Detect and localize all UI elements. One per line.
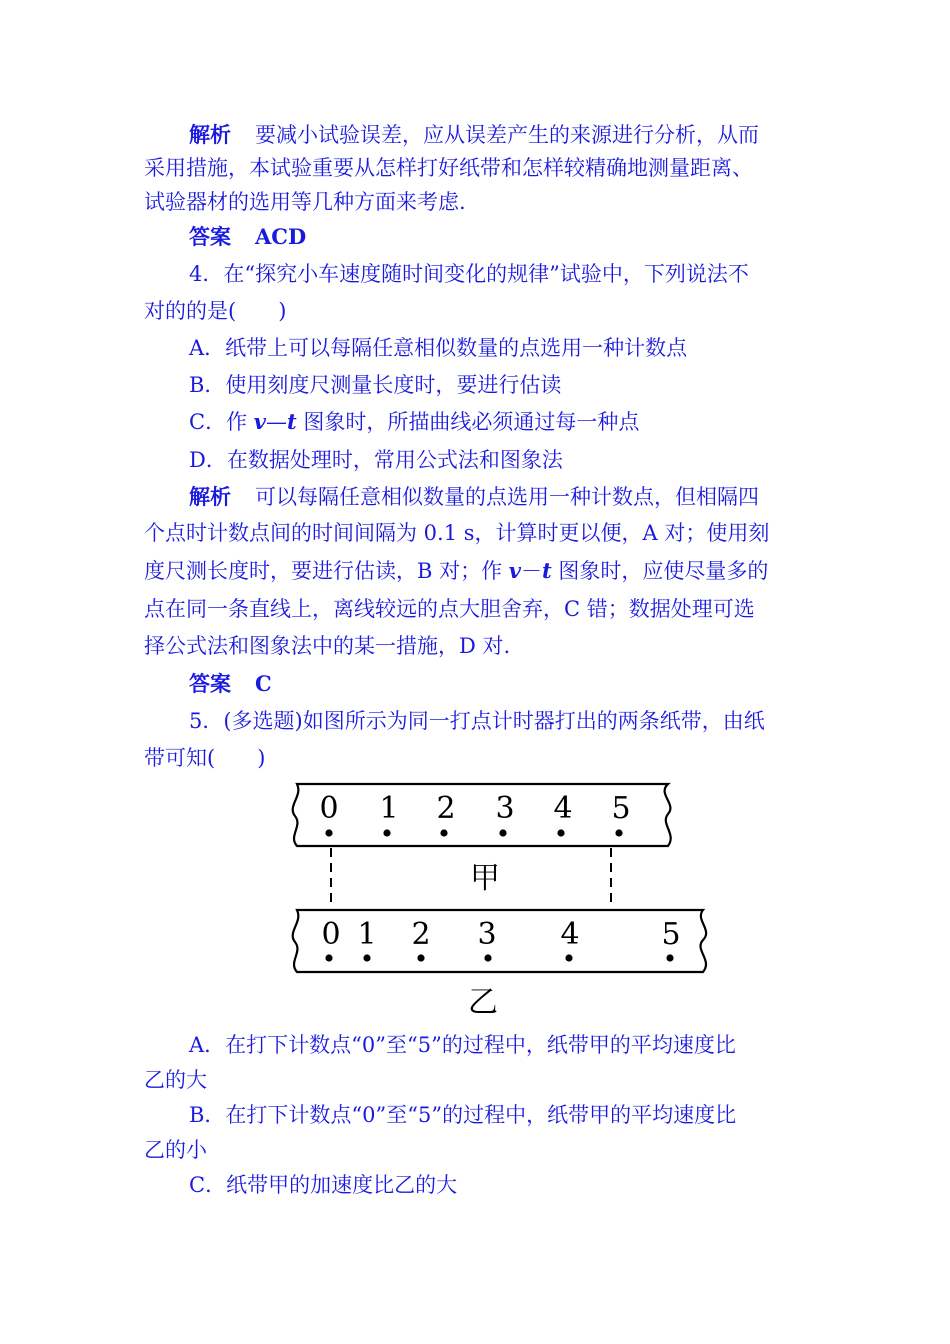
tape-b-mark-label: 3: [477, 917, 497, 952]
tape-b-dot: [666, 954, 673, 961]
tape-b-label: 乙: [468, 985, 498, 1018]
question-4-line-2: 对的的是( ): [144, 299, 287, 323]
tape-a-mark-label: 5: [611, 791, 631, 826]
answer-value: C: [255, 671, 272, 696]
question-4-option-c: C．作 v—t 图象时，所描曲线必须通过每一种点: [189, 409, 640, 434]
analysis-2-line-1: 解析 可以每隔任意相似数量的点选用一种计数点，但相隔四: [189, 484, 759, 509]
analysis-tag: 解析: [189, 122, 231, 147]
answer-tag: 答案: [189, 224, 231, 249]
paper-tape-diagram: [285, 778, 715, 1018]
tape-a-label: 甲: [470, 861, 500, 896]
tape-b-mark-label: 2: [411, 917, 431, 952]
tape-a-dot: [440, 829, 447, 836]
analysis-2-line-5: 择公式法和图象法中的某一措施，D 对.: [144, 634, 511, 658]
analysis-2-line-4: 点在同一条直线上，离线较远的点大胆舍弃，C 错；数据处理可选: [144, 597, 755, 621]
tape-a-mark-label: 3: [495, 791, 515, 826]
tape-a-mark-label: 2: [436, 791, 456, 826]
tape-b-dot: [484, 954, 491, 961]
tape-b-mark-label: 4: [560, 917, 580, 952]
paper-tape-figure: [285, 778, 715, 1018]
tape-a-dot: [325, 829, 332, 836]
analysis-2-line-2: 个点时计数点间的时间间隔为 0.1 s，计算时更以便，A 对；使用刻: [144, 521, 770, 545]
tape-a-dot: [499, 829, 506, 836]
tape-b-outline: [293, 910, 706, 972]
analysis-1-line-1: 解析 要减小试验误差，应从误差产生的来源进行分析，从而: [189, 122, 759, 147]
tape-a-mark-label: 4: [553, 791, 573, 826]
analysis-2-line-3: 度尺测长度时，要进行估读，B 对；作 v－t 图象时，应使尽量多的: [144, 558, 769, 583]
question-5-option-b-line-2: 乙的小: [144, 1138, 207, 1162]
question-5-option-b-line-1: B．在打下计数点“0”至“5”的过程中，纸带甲的平均速度比: [189, 1103, 737, 1127]
tape-b-dot: [363, 954, 370, 961]
tape-b-mark-label: 0: [321, 917, 341, 952]
tape-a-dot: [615, 829, 622, 836]
question-5-option-a-line-1: A．在打下计数点“0”至“5”的过程中，纸带甲的平均速度比: [189, 1033, 736, 1057]
question-5-line-2: 带可知( ): [144, 746, 266, 770]
analysis-tag: 解析: [189, 484, 231, 509]
question-5-option-a-line-2: 乙的大: [144, 1068, 207, 1092]
question-4-option-a: A．纸带上可以每隔任意相似数量的点选用一种计数点: [189, 336, 688, 360]
tape-b-mark-label: 5: [661, 917, 681, 952]
tape-b-dot: [325, 954, 332, 961]
analysis-1-line-2: 采用措施，本试验重要从怎样打好纸带和怎样较精确地测量距离、: [144, 156, 753, 180]
tape-a-dot: [383, 829, 390, 836]
question-5-line-1: 5．(多选题)如图所示为同一打点计时器打出的两条纸带，由纸: [189, 709, 765, 733]
question-4-line-1: 4．在“探究小车速度随时间变化的规律”试验中，下列说法不: [189, 262, 749, 286]
tape-a-dot: [557, 829, 564, 836]
answer-1: [189, 223, 306, 251]
answer-tag: 答案: [189, 671, 231, 696]
answer-2: [189, 670, 272, 698]
question-4-option-d: D．在数据处理时，常用公式法和图象法: [189, 448, 563, 472]
tape-a-mark-label: 0: [319, 791, 339, 826]
tape-b-dot: [565, 954, 572, 961]
question-5-option-c: C．纸带甲的加速度比乙的大: [189, 1173, 458, 1197]
tape-b-mark-label: 1: [357, 917, 377, 952]
analysis-1-line-3: 试验器材的选用等几种方面来考虑.: [144, 190, 466, 214]
tape-b-dot: [417, 954, 424, 961]
tape-a-mark-label: 1: [379, 791, 399, 826]
answer-value: ACD: [255, 224, 307, 249]
question-4-option-b: B．使用刻度尺测量长度时，要进行估读: [189, 373, 562, 397]
